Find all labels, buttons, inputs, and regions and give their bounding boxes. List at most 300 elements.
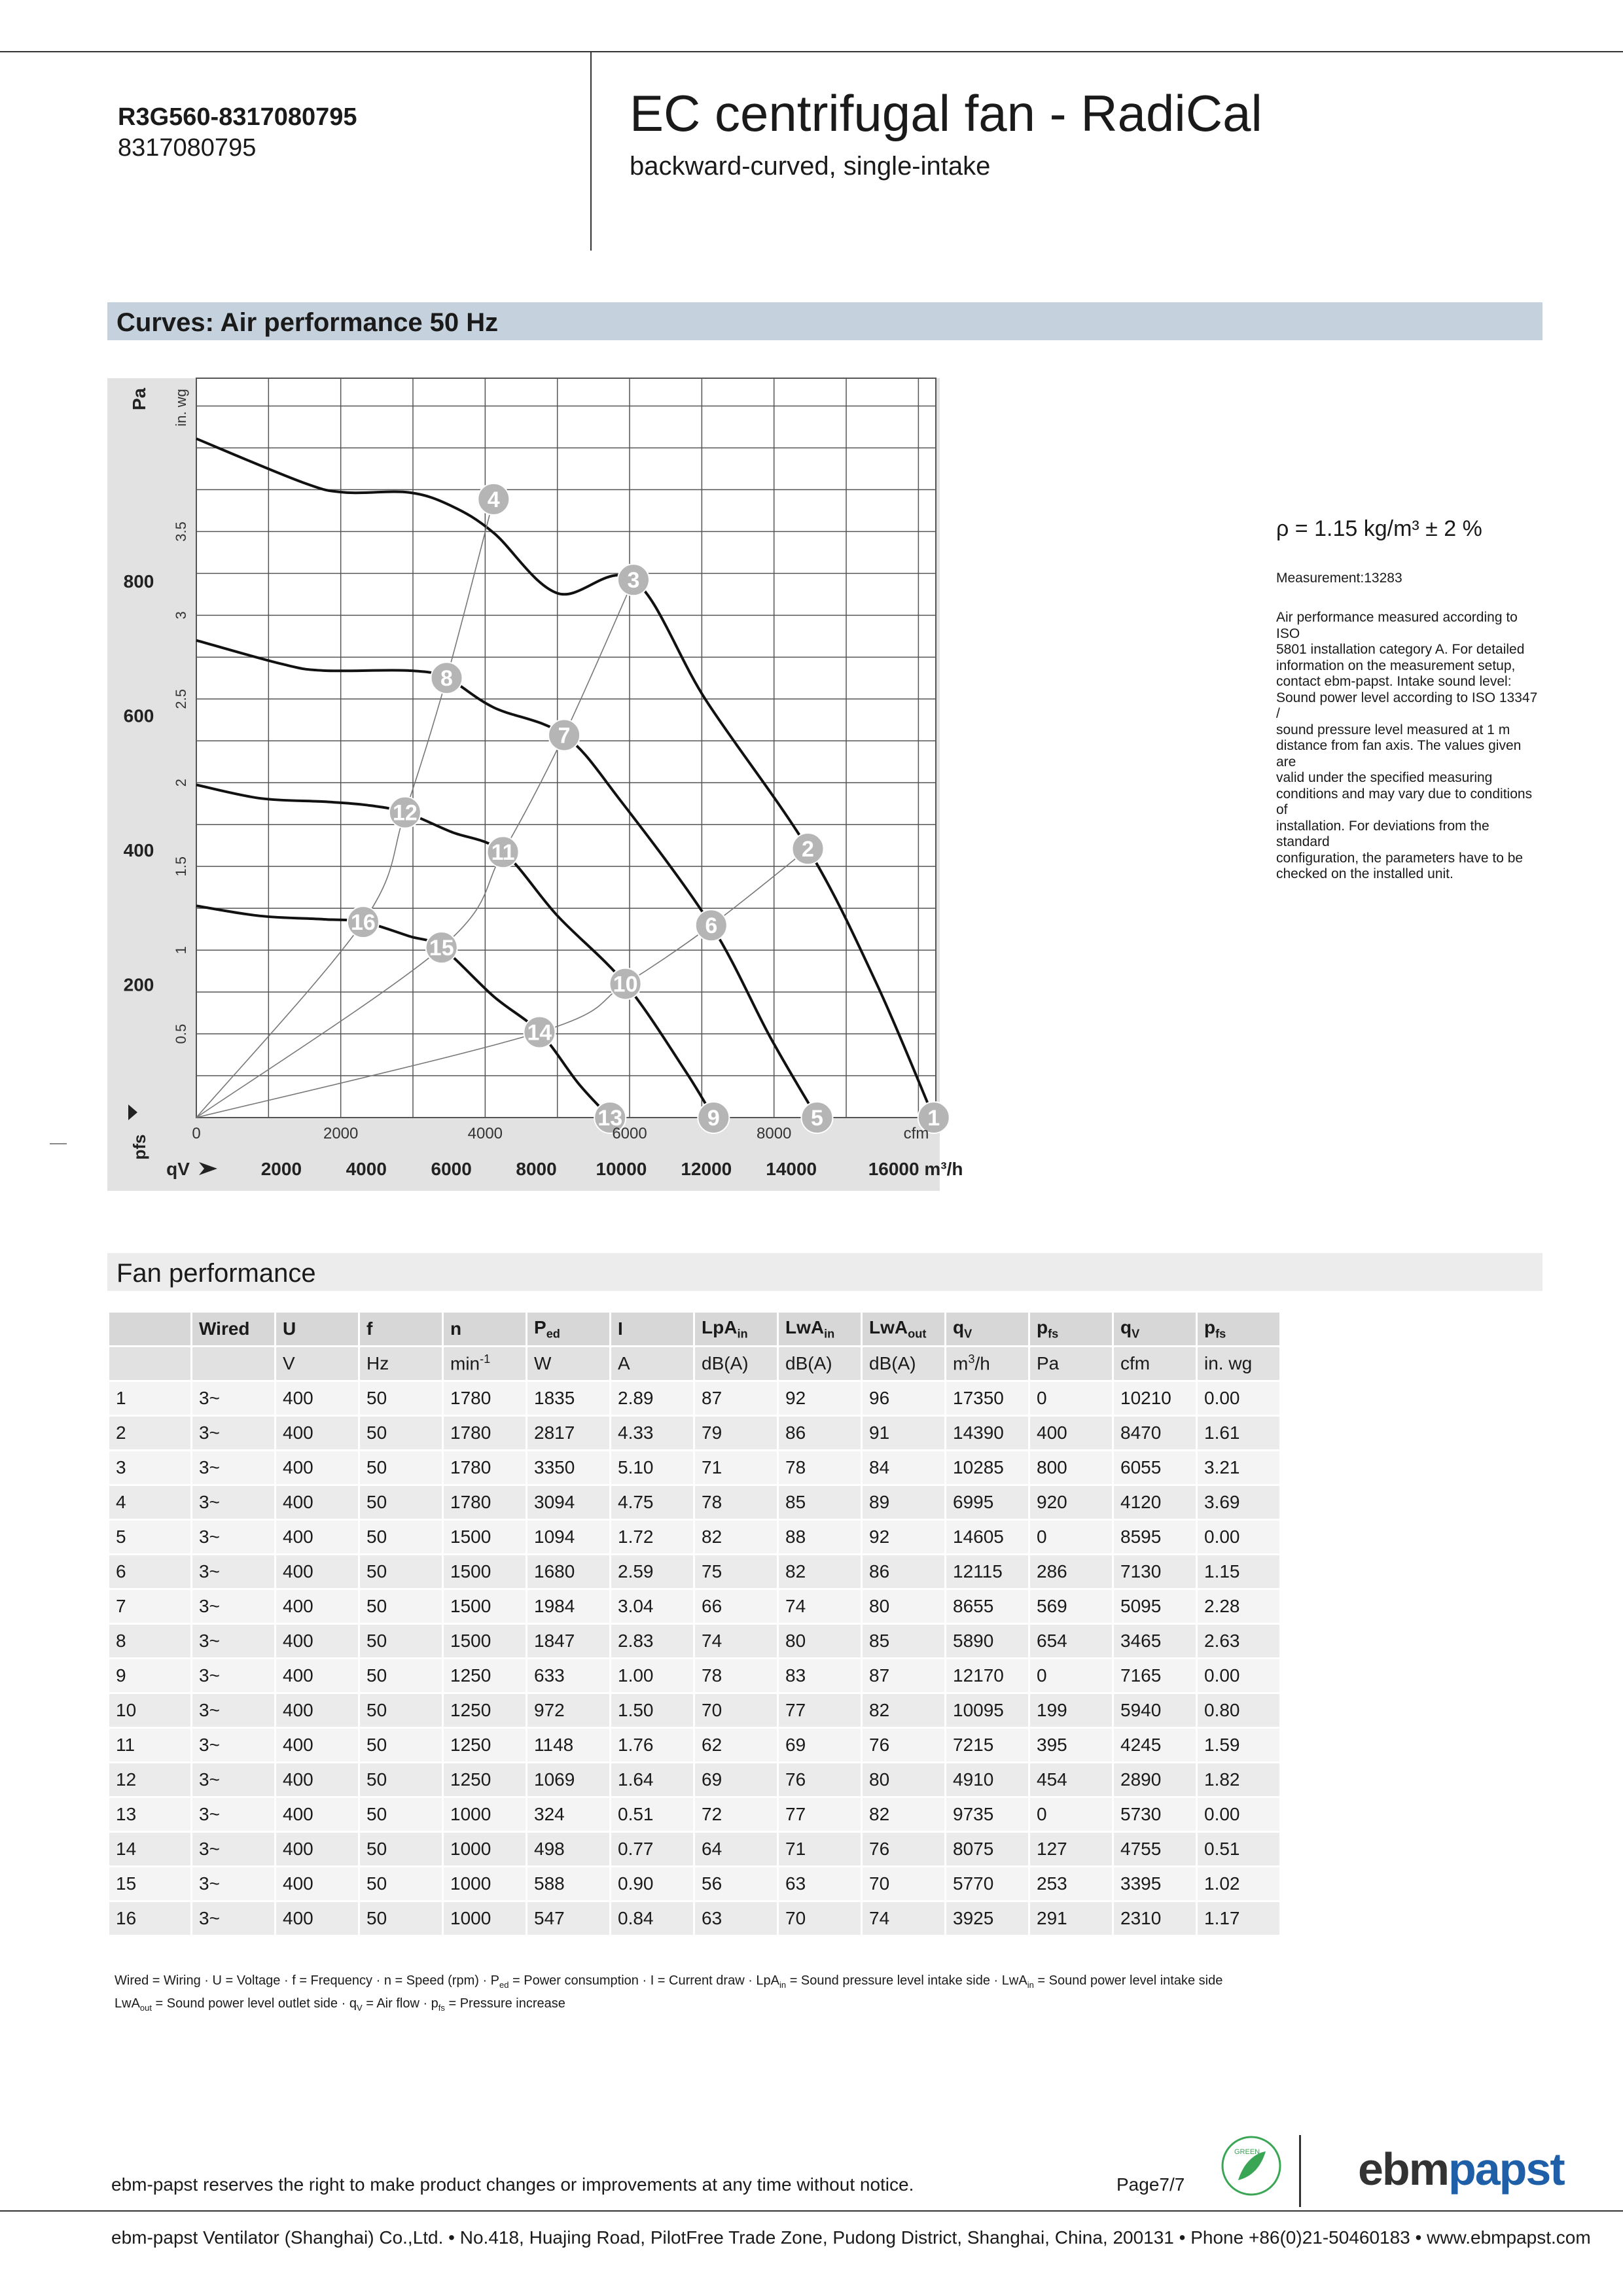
table-cell: 15 (109, 1867, 190, 1900)
table-cell: 74 (863, 1902, 944, 1935)
table-cell: 4.75 (611, 1486, 693, 1519)
table-cell: 50 (360, 1486, 442, 1519)
table-row (109, 1867, 1279, 1900)
measurement-note-line: configuration, the parameters have to be (1276, 850, 1524, 866)
table-cell: 1780 (444, 1451, 526, 1484)
operating-point-label: 1 (927, 1106, 940, 1131)
table-cell: 1.15 (1198, 1555, 1279, 1588)
table-cell: 8595 (1114, 1521, 1196, 1553)
table-cell: 1250 (444, 1763, 526, 1796)
table-cell: 5770 (946, 1867, 1028, 1900)
table-cell: 77 (779, 1694, 861, 1727)
table-cell: 50 (360, 1590, 442, 1623)
table-cell: 8655 (946, 1590, 1028, 1623)
table-cell: 76 (779, 1763, 861, 1796)
table-cell: 0 (1030, 1521, 1112, 1553)
table-cell: 0.00 (1198, 1798, 1279, 1831)
table-cell: 6055 (1114, 1451, 1196, 1484)
table-cell: 1780 (444, 1417, 526, 1449)
measurement-note-line: valid under the specified measuring (1276, 770, 1493, 785)
table-row (109, 1486, 1279, 1519)
table-cell: 16 (109, 1902, 190, 1935)
measurement-note-line: conditions and may vary due to conditions of (1276, 786, 1533, 817)
table-cell: 78 (779, 1451, 861, 1484)
table-header-cell: LwA$_{in}$ (779, 1313, 861, 1345)
table-row (109, 1382, 1279, 1415)
table-cell: 82 (695, 1521, 777, 1553)
table-cell: 5940 (1114, 1694, 1196, 1727)
table-header-row (109, 1347, 1279, 1380)
table-cell: 253 (1030, 1867, 1112, 1900)
table-cell: 12 (109, 1763, 190, 1796)
measurement-note-line: distance from fan axis. The values given are (1276, 738, 1522, 769)
table-cell: 0.00 (1198, 1382, 1279, 1415)
table-cell: 50 (360, 1625, 442, 1657)
operating-point-label: 8 (440, 666, 453, 692)
table-cell: 7130 (1114, 1555, 1196, 1588)
table-cell: 1.00 (611, 1659, 693, 1692)
table-cell: 3~ (192, 1798, 274, 1831)
x-tick-label-m3h: 4000 (346, 1159, 387, 1179)
table-cell: 1000 (444, 1867, 526, 1900)
table-cell: 2.63 (1198, 1625, 1279, 1657)
table-cell: 63 (779, 1867, 861, 1900)
table-cell: 0 (1030, 1659, 1112, 1692)
table-cell: 14390 (946, 1417, 1028, 1449)
table-cell: 6 (109, 1555, 190, 1588)
y-tick-label-inwg: 2 (173, 779, 189, 787)
y-tick-label-inwg: 0.5 (173, 1023, 189, 1044)
measurement-note-line: Sound power level according to ISO 13347 / (1276, 690, 1538, 721)
table-row (109, 1659, 1279, 1692)
table-cell: 50 (360, 1867, 442, 1900)
table-cell: 7215 (946, 1729, 1028, 1761)
table-cell: 12115 (946, 1555, 1028, 1588)
table-cell: 70 (695, 1694, 777, 1727)
table-cell: 1780 (444, 1486, 526, 1519)
measurement-note-line: Air performance measured according to ISO (1276, 610, 1518, 641)
table-header-cell: U (276, 1313, 358, 1345)
table-cell: 50 (360, 1833, 442, 1865)
x-tick-label-m3h: 2000 (260, 1159, 302, 1179)
table-cell: 2890 (1114, 1763, 1196, 1796)
table-cell: 400 (276, 1417, 358, 1449)
table-cell: 0 (1030, 1798, 1112, 1831)
table-cell: 569 (1030, 1590, 1112, 1623)
table-row (109, 1555, 1279, 1588)
table-cell: 972 (527, 1694, 609, 1727)
page-subtitle: backward-curved, single-intake (630, 152, 991, 181)
table-cell: 50 (360, 1729, 442, 1761)
table-cell: 400 (276, 1555, 358, 1588)
table-cell: 454 (1030, 1763, 1112, 1796)
table-row (109, 1451, 1279, 1484)
table-legend-line-2: LwA$_{out}$ = Sound power level outlet side · $q_V$ = Air flow · $p_{fs}$ = Pressure increase (115, 1996, 565, 2013)
green-tech-logo-icon (1219, 2133, 1284, 2199)
table-cell: 50 (360, 1417, 442, 1449)
table-cell: 400 (276, 1382, 358, 1415)
table-header-cell: $q_V$ (946, 1313, 1028, 1345)
table-cell: 1250 (444, 1659, 526, 1692)
table-row (109, 1763, 1279, 1796)
table-cell: 11 (109, 1729, 190, 1761)
x-tick-label-m3h: 8000 (516, 1159, 557, 1179)
margin-mark (50, 1143, 67, 1144)
table-cell: 85 (779, 1486, 861, 1519)
table-cell: 3~ (192, 1729, 274, 1761)
fan-performance-section-header (107, 1253, 1543, 1291)
table-cell: 395 (1030, 1729, 1112, 1761)
table-cell: 547 (527, 1902, 609, 1935)
table-cell: 2.28 (1198, 1590, 1279, 1623)
table-cell: 3~ (192, 1590, 274, 1623)
table-cell: 3~ (192, 1417, 274, 1449)
table-cell: 69 (779, 1729, 861, 1761)
table-cell: 1.02 (1198, 1867, 1279, 1900)
x-tick-label-cfm: 8000 (757, 1125, 792, 1142)
table-cell: 50 (360, 1763, 442, 1796)
table-cell: 199 (1030, 1694, 1112, 1727)
table-cell: 3~ (192, 1659, 274, 1692)
table-cell: 3~ (192, 1833, 274, 1865)
table-header-cell (109, 1313, 190, 1345)
table-cell: 70 (779, 1902, 861, 1935)
y-axis-label-inwg: in. wg (173, 389, 189, 427)
table-cell: 78 (695, 1486, 777, 1519)
table-cell: 0.51 (1198, 1833, 1279, 1865)
measurement-note-line: sound pressure level measured at 1 m (1276, 722, 1510, 737)
table-header-cell: $\min^{-1}$ (444, 1347, 526, 1380)
table-cell: 86 (779, 1417, 861, 1449)
table-cell: 82 (779, 1555, 861, 1588)
table-cell: 9 (109, 1659, 190, 1692)
table-cell: 400 (276, 1590, 358, 1623)
table-cell: 70 (863, 1867, 944, 1900)
table-cell: 74 (695, 1625, 777, 1657)
operating-point-label: 11 (491, 840, 515, 866)
x-axis-label: qV (166, 1159, 190, 1179)
table-cell: 1.61 (1198, 1417, 1279, 1449)
y-axis-label-pa: Pa (129, 387, 149, 411)
table-cell: 91 (863, 1417, 944, 1449)
table-cell: 5.10 (611, 1451, 693, 1484)
x-tick-label-cfm: 0 (192, 1125, 201, 1142)
y-tick-label-inwg: 1 (173, 945, 189, 955)
table-header-cell: $m^3/h$ (946, 1347, 1028, 1380)
table-cell: 1250 (444, 1729, 526, 1761)
table-cell: 3350 (527, 1451, 609, 1484)
table-cell: 13 (109, 1798, 190, 1831)
table-cell: 588 (527, 1867, 609, 1900)
footer-disclaimer: ebm-papst reserves the right to make product changes or improvements at any time without notice. (111, 2174, 914, 2195)
table-header-cell: A (611, 1347, 693, 1380)
table-cell: 80 (779, 1625, 861, 1657)
ebmpapst-logo: ebmpapst (1358, 2144, 1564, 2195)
table-cell: 0 (1030, 1382, 1112, 1415)
table-header-cell: $p_{fs}$ (1030, 1313, 1112, 1345)
table-cell: 4245 (1114, 1729, 1196, 1761)
table-cell: 3~ (192, 1763, 274, 1796)
article-number: 8317080795 (118, 134, 257, 162)
table-cell: 50 (360, 1521, 442, 1553)
table-cell: 400 (276, 1867, 358, 1900)
table-cell: 2.59 (611, 1555, 693, 1588)
table-cell: 6995 (946, 1486, 1028, 1519)
table-cell: 14605 (946, 1521, 1028, 1553)
table-cell: 1680 (527, 1555, 609, 1588)
table-cell: 400 (276, 1659, 358, 1692)
operating-point-label: 13 (597, 1106, 623, 1131)
table-cell: 5890 (946, 1625, 1028, 1657)
x-tick-label-m3h: 10000 (596, 1159, 647, 1179)
table-cell: 83 (779, 1659, 861, 1692)
table-cell: 4120 (1114, 1486, 1196, 1519)
table-cell: 920 (1030, 1486, 1112, 1519)
table-cell: 400 (276, 1486, 358, 1519)
table-header-cell: V (276, 1347, 358, 1380)
table-cell: 3925 (946, 1902, 1028, 1935)
table-cell: 1847 (527, 1625, 609, 1657)
table-cell: 0.51 (611, 1798, 693, 1831)
y-tick-label-inwg: 3 (173, 611, 189, 620)
table-cell: 654 (1030, 1625, 1112, 1657)
table-cell: 400 (276, 1902, 358, 1935)
table-cell: 400 (276, 1729, 358, 1761)
table-cell: 80 (863, 1590, 944, 1623)
table-cell: 92 (779, 1382, 861, 1415)
table-cell: 87 (863, 1659, 944, 1692)
operating-point-label: 10 (613, 972, 638, 997)
table-cell: 88 (779, 1521, 861, 1553)
table-row (109, 1694, 1279, 1727)
table-cell: 4755 (1114, 1833, 1196, 1865)
table-cell: 85 (863, 1625, 944, 1657)
table-cell: 10210 (1114, 1382, 1196, 1415)
table-cell: 4.33 (611, 1417, 693, 1449)
table-cell: 633 (527, 1659, 609, 1692)
table-cell: 400 (276, 1763, 358, 1796)
table-cell: 3~ (192, 1486, 274, 1519)
table-cell: 5730 (1114, 1798, 1196, 1831)
fan-performance-section-title: Fan performance (116, 1259, 316, 1288)
table-cell: 2.89 (611, 1382, 693, 1415)
table-cell: 3.04 (611, 1590, 693, 1623)
table-cell: 0.77 (611, 1833, 693, 1865)
footer-rule (0, 2210, 1623, 2212)
table-header-cell: Hz (360, 1347, 442, 1380)
curves-section-header (107, 302, 1543, 340)
table-cell: 50 (360, 1902, 442, 1935)
table-cell: 50 (360, 1694, 442, 1727)
table-header-cell: dB(A) (779, 1347, 861, 1380)
table-cell: 3~ (192, 1382, 274, 1415)
table-cell: 10285 (946, 1451, 1028, 1484)
table-cell: 17350 (946, 1382, 1028, 1415)
table-row (109, 1902, 1279, 1935)
measurement-id: Measurement:13283 (1276, 571, 1402, 586)
svg-text:GREEN: GREEN (1234, 2148, 1260, 2156)
page-number: Page7/7 (1116, 2174, 1185, 2195)
table-cell: 2 (109, 1417, 190, 1449)
y-tick-label-pa: 800 (123, 571, 154, 592)
header-top-rule (0, 51, 1623, 52)
operating-point-label: 2 (802, 837, 814, 862)
table-cell: 12170 (946, 1659, 1028, 1692)
table-cell: 1250 (444, 1694, 526, 1727)
x-tick-label-m3h: 14000 (766, 1159, 817, 1179)
table-cell: 400 (276, 1833, 358, 1865)
measurement-note-line: 5801 installation category A. For detailed (1276, 642, 1525, 657)
y-tick-label-pa: 400 (123, 840, 154, 861)
table-cell: 0.00 (1198, 1521, 1279, 1553)
table-cell: 324 (527, 1798, 609, 1831)
table-cell: 286 (1030, 1555, 1112, 1588)
table-cell: 2.83 (611, 1625, 693, 1657)
y-axis-label-pfs: pfs (130, 1134, 149, 1160)
curves-section-title: Curves: Air performance 50 Hz (116, 308, 499, 337)
table-cell: 291 (1030, 1902, 1112, 1935)
table-header-cell: LwA$_{out}$ (863, 1313, 944, 1345)
table-header-row (109, 1313, 1279, 1345)
table-cell: 1780 (444, 1382, 526, 1415)
table-cell: 63 (695, 1902, 777, 1935)
air-performance-chart (107, 378, 963, 1191)
y-tick-label-inwg: 3.5 (173, 521, 189, 542)
table-cell: 50 (360, 1798, 442, 1831)
table-cell: 14 (109, 1833, 190, 1865)
table-header-cell: W (527, 1347, 609, 1380)
measurement-note-line: contact ebm-papst. Intake sound level: (1276, 674, 1512, 689)
table-cell: 1500 (444, 1590, 526, 1623)
table-cell: 66 (695, 1590, 777, 1623)
table-cell: 3465 (1114, 1625, 1196, 1657)
table-header-cell: Pa (1030, 1347, 1112, 1380)
table-cell: 1.17 (1198, 1902, 1279, 1935)
table-cell: 1.50 (611, 1694, 693, 1727)
table-cell: 4910 (946, 1763, 1028, 1796)
table-header-cell: LpA$_{in}$ (695, 1313, 777, 1345)
x-tick-label-cfm: 4000 (467, 1125, 503, 1142)
table-cell: 400 (276, 1798, 358, 1831)
table-row (109, 1729, 1279, 1761)
x-tick-label-m3h: 16000 m³/h (868, 1159, 963, 1179)
table-header-cell: Wired (192, 1313, 274, 1345)
table-cell: 10 (109, 1694, 190, 1727)
table-cell: 80 (863, 1763, 944, 1796)
table-cell: 3.69 (1198, 1486, 1279, 1519)
table-cell: 3395 (1114, 1867, 1196, 1900)
table-cell: 1 (109, 1382, 190, 1415)
fan-performance-table (107, 1311, 1281, 1937)
table-cell: 1094 (527, 1521, 609, 1553)
page-title: EC centrifugal fan - RadiCal (630, 84, 1262, 142)
table-cell: 3~ (192, 1451, 274, 1484)
x-tick-label-cfm: 6000 (612, 1125, 647, 1142)
table-cell: 9735 (946, 1798, 1028, 1831)
table-cell: 3094 (527, 1486, 609, 1519)
table-cell: 1000 (444, 1902, 526, 1935)
table-cell: 800 (1030, 1451, 1112, 1484)
table-cell: 84 (863, 1451, 944, 1484)
table-header-cell (192, 1347, 274, 1380)
table-cell: 50 (360, 1659, 442, 1692)
table-cell: 7 (109, 1590, 190, 1623)
x-tick-label-cfm: 2000 (323, 1125, 359, 1142)
measurement-note-line: installation. For deviations from the standard (1276, 818, 1489, 849)
table-header-cell: in. wg (1198, 1347, 1279, 1380)
table-cell: 69 (695, 1763, 777, 1796)
table-cell: 56 (695, 1867, 777, 1900)
table-cell: 50 (360, 1555, 442, 1588)
table-row (109, 1521, 1279, 1553)
table-cell: 1.76 (611, 1729, 693, 1761)
table-row (109, 1417, 1279, 1449)
table-header-cell: f (360, 1313, 442, 1345)
table-cell: 64 (695, 1833, 777, 1865)
table-cell: 1.82 (1198, 1763, 1279, 1796)
table-cell: 3.21 (1198, 1451, 1279, 1484)
header-divider (590, 51, 592, 251)
table-cell: 3~ (192, 1694, 274, 1727)
table-header-cell: I (611, 1313, 693, 1345)
operating-point-label: 15 (429, 936, 454, 961)
operating-point-label: 14 (527, 1020, 552, 1046)
table-cell: 3~ (192, 1902, 274, 1935)
table-header-cell (109, 1347, 190, 1380)
table-cell: 8 (109, 1625, 190, 1657)
operating-point-label: 9 (707, 1106, 720, 1131)
table-cell: 79 (695, 1417, 777, 1449)
table-cell: 76 (863, 1729, 944, 1761)
table-cell: 0.00 (1198, 1659, 1279, 1692)
table-cell: 86 (863, 1555, 944, 1588)
x-tick-label-m3h: 12000 (681, 1159, 732, 1179)
measurement-note (1276, 610, 1544, 883)
table-cell: 1000 (444, 1798, 526, 1831)
table-cell: 74 (779, 1590, 861, 1623)
table-cell: 400 (276, 1521, 358, 1553)
table-header-cell: dB(A) (863, 1347, 944, 1380)
table-cell: 3~ (192, 1625, 274, 1657)
table-cell: 76 (863, 1833, 944, 1865)
table-cell: 62 (695, 1729, 777, 1761)
table-header-cell: $p_{fs}$ (1198, 1313, 1279, 1345)
measurement-note-line: information on the measurement setup, (1276, 658, 1516, 673)
table-cell: 1000 (444, 1833, 526, 1865)
operating-point-label: 16 (350, 910, 376, 936)
table-cell: 2817 (527, 1417, 609, 1449)
table-cell: 96 (863, 1382, 944, 1415)
table-cell: 5095 (1114, 1590, 1196, 1623)
table-cell: 50 (360, 1382, 442, 1415)
table-cell: 498 (527, 1833, 609, 1865)
table-cell: 127 (1030, 1833, 1112, 1865)
table-header-cell: dB(A) (695, 1347, 777, 1380)
table-cell: 400 (1030, 1417, 1112, 1449)
table-cell: 92 (863, 1521, 944, 1553)
table-cell: 0.80 (1198, 1694, 1279, 1727)
table-cell: 1500 (444, 1521, 526, 1553)
table-cell: 89 (863, 1486, 944, 1519)
table-cell: 1148 (527, 1729, 609, 1761)
y-tick-label-pa: 600 (123, 705, 154, 726)
table-row (109, 1625, 1279, 1657)
table-cell: 3~ (192, 1867, 274, 1900)
table-cell: 3 (109, 1451, 190, 1484)
operating-point-label: 12 (392, 800, 418, 826)
table-cell: 1.59 (1198, 1729, 1279, 1761)
table-cell: 77 (779, 1798, 861, 1831)
